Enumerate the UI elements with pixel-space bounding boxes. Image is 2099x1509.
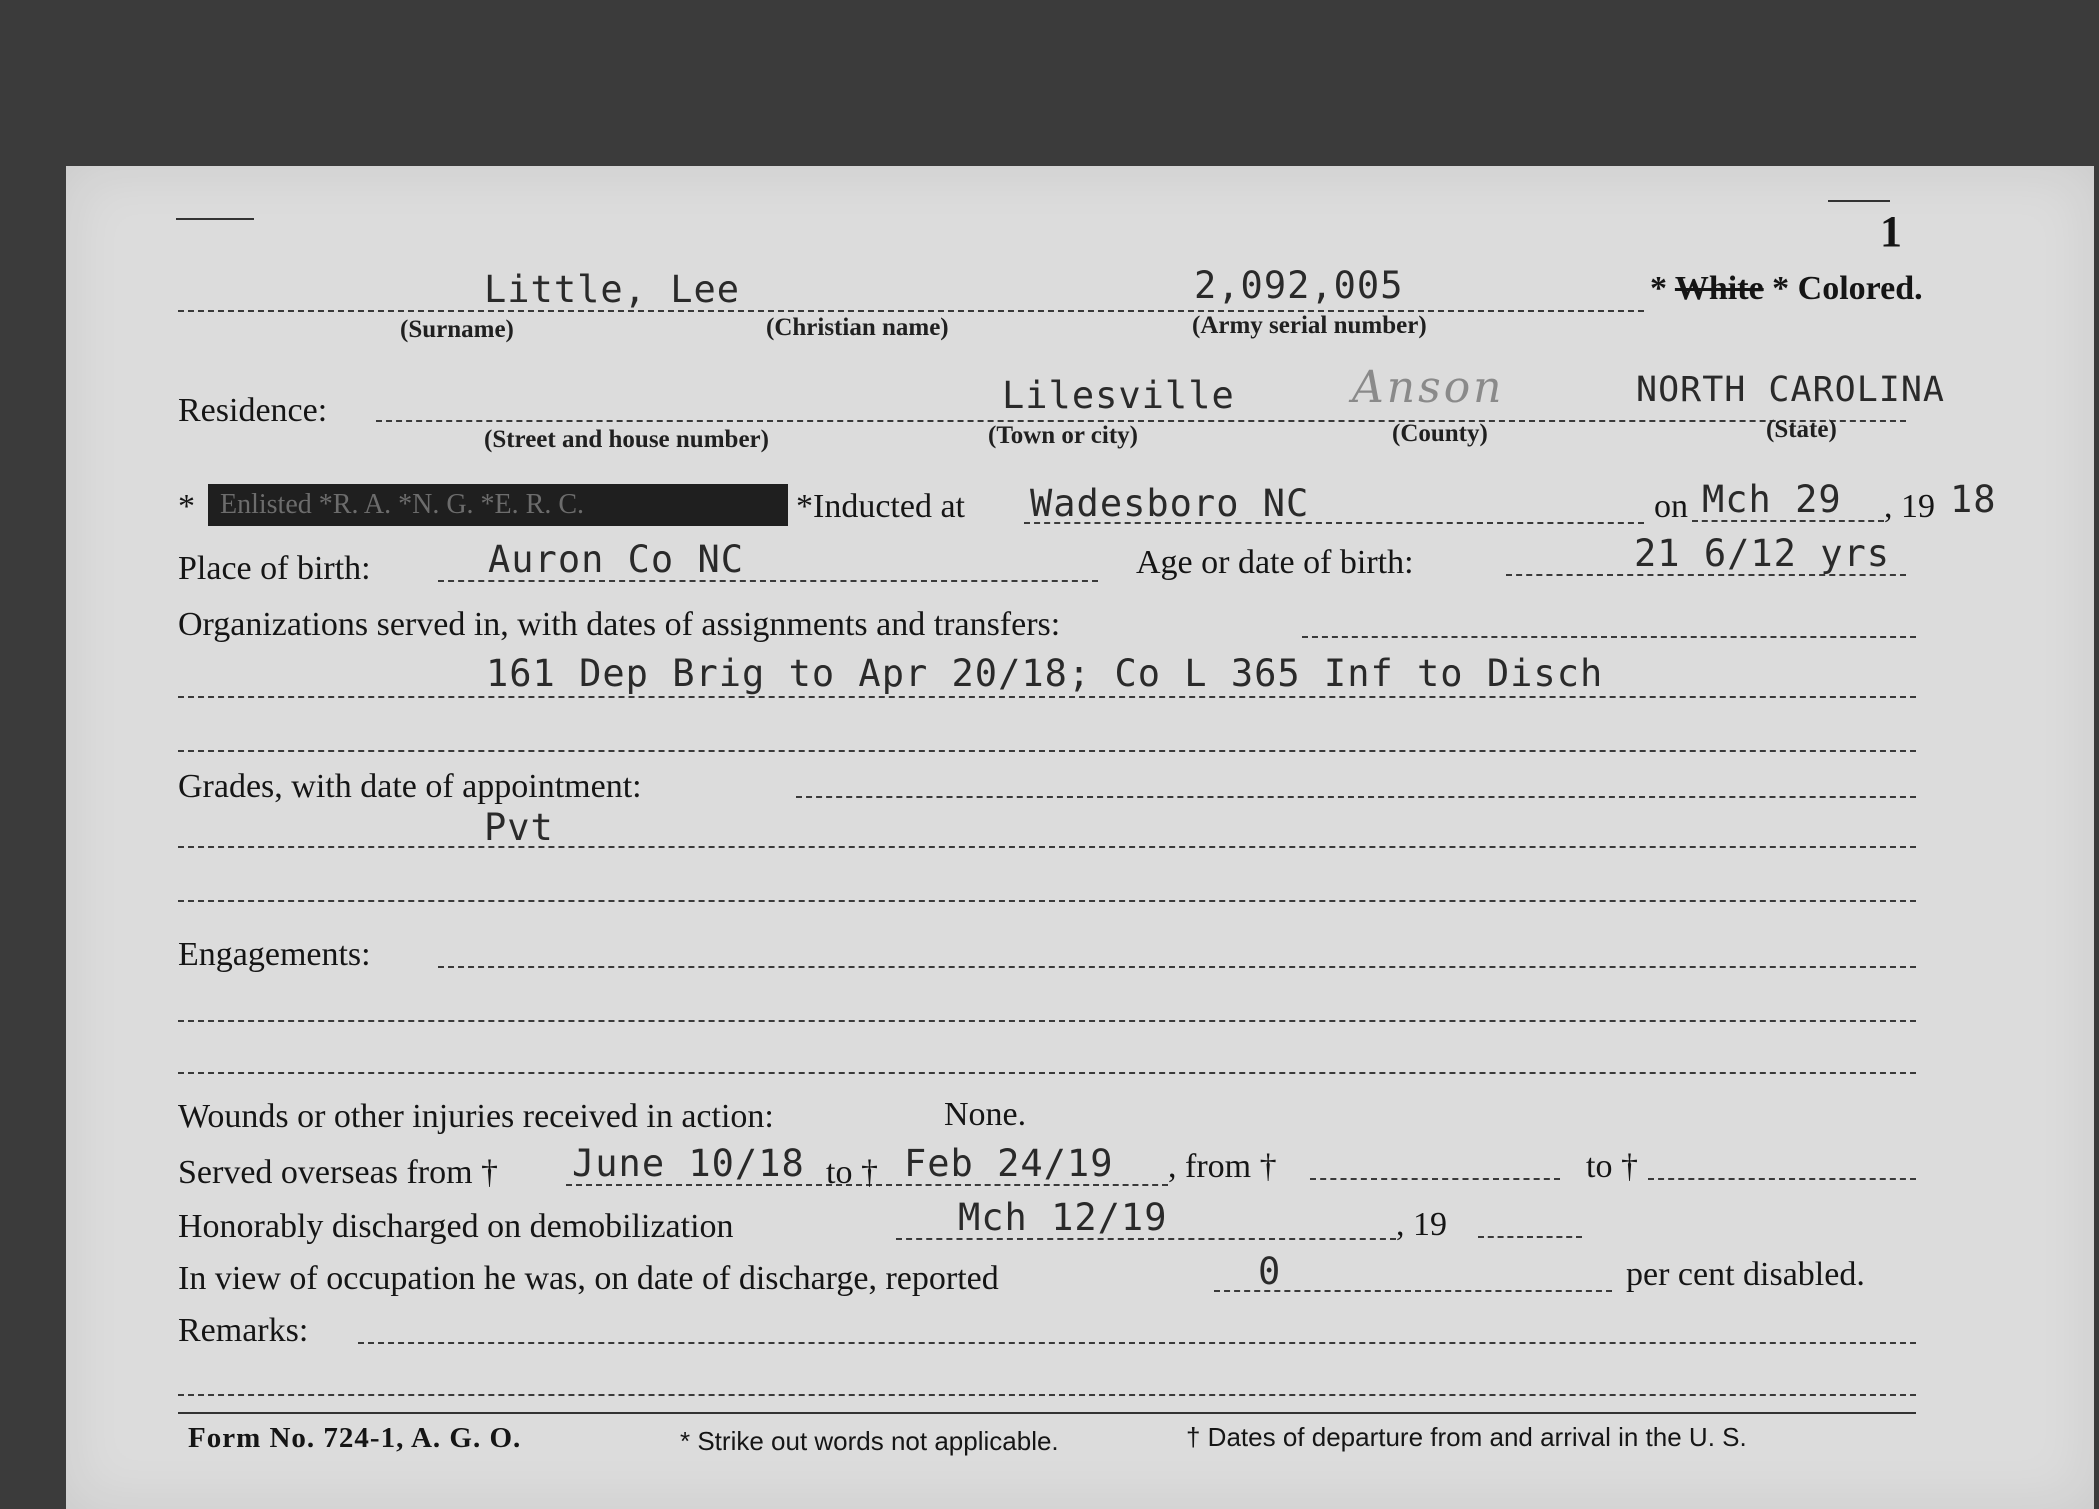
engagements-line-3 bbox=[178, 1072, 1916, 1074]
surname-given-name: Little, Lee bbox=[484, 268, 741, 311]
engagements-label: Engagements: bbox=[178, 936, 371, 973]
remarks-line-2 bbox=[178, 1394, 1916, 1396]
footer-rule bbox=[178, 1412, 1916, 1414]
form-number: Form No. 724-1, A. G. O. bbox=[188, 1422, 522, 1454]
town-label: (Town or city) bbox=[988, 422, 1138, 449]
overseas-to-label-2: to † bbox=[1586, 1148, 1638, 1185]
card-number: 1 bbox=[1880, 207, 1902, 256]
residence-line bbox=[376, 420, 1906, 422]
remarks-label: Remarks: bbox=[178, 1312, 309, 1349]
street-label: (Street and house number) bbox=[484, 426, 769, 453]
discharge-year-line bbox=[1478, 1236, 1582, 1238]
surname-label: (Surname) bbox=[400, 316, 514, 343]
inducted-on-label: on bbox=[1654, 488, 1688, 525]
race-marker: * bbox=[1650, 270, 1667, 307]
state-label: (State) bbox=[1766, 416, 1837, 443]
residence-label: Residence: bbox=[178, 392, 328, 429]
christian-name-label: (Christian name) bbox=[766, 314, 949, 341]
overseas-to-line-2 bbox=[1648, 1178, 1916, 1180]
grades-line-1 bbox=[796, 796, 1916, 798]
grades-value: Pvt bbox=[484, 806, 554, 849]
discharge-label: Honorably discharged on demobilization bbox=[178, 1208, 734, 1245]
serial-number-label: (Army serial number) bbox=[1192, 312, 1427, 339]
organizations-line-3 bbox=[178, 750, 1916, 752]
disability-suffix: per cent disabled. bbox=[1626, 1256, 1865, 1293]
race-selected: * Colored. bbox=[1772, 270, 1923, 307]
overseas-label: Served overseas from † bbox=[178, 1154, 499, 1191]
residence-town: Lilesville bbox=[1002, 374, 1235, 417]
organizations-label: Organizations served in, with dates of assignments and transfers: bbox=[178, 606, 1061, 643]
place-of-birth: Auron Co NC bbox=[488, 538, 745, 581]
grades-line-2 bbox=[178, 846, 1916, 848]
engagements-line-2 bbox=[178, 1020, 1916, 1022]
organizations-line-2 bbox=[178, 696, 1916, 698]
residence-county: Anson bbox=[1352, 362, 1505, 413]
place-of-birth-label: Place of birth: bbox=[178, 550, 371, 587]
footer-strike-note: * Strike out words not applicable. bbox=[680, 1426, 1059, 1456]
redacted-enlistment-type: Enlisted *R. A. *N. G. *E. R. C. bbox=[208, 484, 788, 526]
county-label: (County) bbox=[1392, 420, 1488, 447]
age-value: 21 6/12 yrs bbox=[1634, 532, 1891, 575]
overseas-from-line-2 bbox=[1310, 1178, 1560, 1180]
top-right-rule bbox=[1828, 200, 1890, 202]
discharge-year-label: , 19 bbox=[1396, 1206, 1447, 1243]
overseas-to-label: to † bbox=[826, 1154, 878, 1191]
residence-state: NORTH CAROLINA bbox=[1636, 370, 1946, 410]
overseas-from-date: June 10/18 bbox=[572, 1142, 805, 1185]
wounds-label: Wounds or other injuries received in action: bbox=[178, 1098, 774, 1135]
race-struck: White bbox=[1674, 270, 1764, 307]
army-serial-number: 2,092,005 bbox=[1194, 264, 1404, 307]
induction-marker: * bbox=[178, 488, 195, 525]
inducted-at-label: *Inducted at bbox=[796, 488, 965, 525]
induction-date: Mch 29 bbox=[1702, 478, 1842, 521]
grades-line-3 bbox=[178, 900, 1916, 902]
wounds-value: None. bbox=[944, 1096, 1027, 1133]
race-field bbox=[1650, 270, 1923, 308]
grades-label: Grades, with date of appointment: bbox=[178, 768, 642, 805]
induction-year: 18 bbox=[1950, 478, 1997, 521]
age-label: Age or date of birth: bbox=[1136, 544, 1414, 581]
induction-year-prefix: , 19 bbox=[1884, 488, 1935, 525]
organizations-line-1 bbox=[1302, 636, 1916, 638]
top-left-rule bbox=[176, 218, 254, 220]
overseas-from-label-2: , from † bbox=[1168, 1148, 1277, 1185]
inducted-place: Wadesboro NC bbox=[1030, 482, 1310, 525]
remarks-line-1 bbox=[358, 1342, 1916, 1344]
organizations-value: 161 Dep Brig to Apr 20/18; Co L 365 Inf to Disch bbox=[486, 652, 1604, 695]
discharge-date: Mch 12/19 bbox=[958, 1196, 1168, 1239]
induction-date-line bbox=[1692, 520, 1884, 522]
engagements-line-1 bbox=[438, 966, 1916, 968]
disability-label: In view of occupation he was, on date of discharge, reported bbox=[178, 1260, 999, 1297]
disability-value: 0 bbox=[1258, 1250, 1282, 1293]
overseas-to-date: Feb 24/19 bbox=[904, 1142, 1114, 1185]
footer-dates-note: † Dates of departure from and arrival in the U. S. bbox=[1186, 1422, 1747, 1452]
service-record-card bbox=[66, 166, 2094, 1509]
